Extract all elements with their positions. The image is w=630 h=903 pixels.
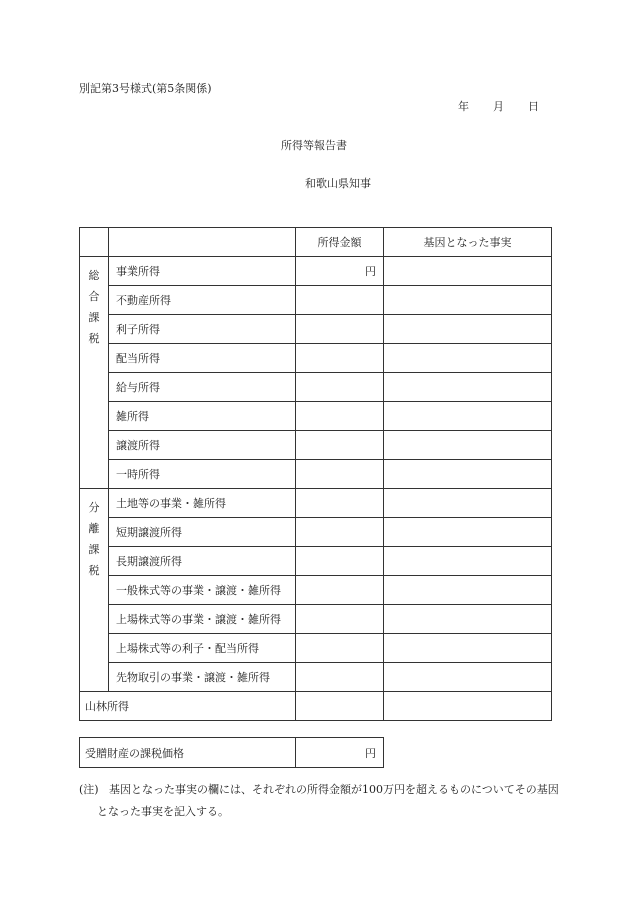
amount-field[interactable] (296, 634, 384, 663)
amount-field[interactable] (296, 431, 384, 460)
table-row (80, 344, 552, 373)
table-row (80, 489, 552, 518)
amount-field[interactable] (296, 518, 384, 547)
income-item-label: 譲渡所得 (109, 431, 296, 460)
table-row (80, 402, 552, 431)
table-row (80, 663, 552, 692)
facts-field[interactable] (384, 576, 552, 605)
table-row (80, 460, 552, 489)
note-text: 基因となった事実の欄には、それぞれの所得金額が100万円を超えるものについてその基因となった事実を記入する。 (97, 783, 559, 818)
header-blank-cell (80, 228, 109, 257)
amount-field[interactable] (296, 692, 384, 721)
table-row (80, 547, 552, 576)
gift-label: 受贈財産の課税価格 (80, 738, 296, 768)
amount-field[interactable] (296, 489, 384, 518)
addressee: 和歌山県知事 (305, 177, 371, 190)
amount-field[interactable] (296, 576, 384, 605)
forest-income-label: 山林所得 (80, 692, 296, 721)
income-item-label: 先物取引の事業・譲渡・雑所得 (109, 663, 296, 692)
table-row (80, 286, 552, 315)
facts-field[interactable] (384, 634, 552, 663)
group-comprehensive-taxation (80, 257, 109, 489)
amount-field[interactable] (296, 460, 384, 489)
income-item-label: 長期譲渡所得 (109, 547, 296, 576)
table-row (80, 518, 552, 547)
table-row (80, 634, 552, 663)
table-row (80, 576, 552, 605)
amount-field[interactable] (296, 286, 384, 315)
footnote (79, 779, 559, 823)
header-amount: 所得金額 (296, 228, 384, 257)
income-item-label: 配当所得 (109, 344, 296, 373)
facts-field[interactable] (384, 605, 552, 634)
income-item-label: 一般株式等の事業・譲渡・雑所得 (109, 576, 296, 605)
facts-field[interactable] (384, 286, 552, 315)
gift-table (79, 737, 384, 768)
amount-field[interactable] (296, 663, 384, 692)
table-row-forest (80, 692, 552, 721)
group-comprehensive-taxation-label: 総合課税 (88, 269, 100, 345)
date-month-label: 月 (493, 100, 504, 113)
facts-field[interactable] (384, 257, 552, 286)
amount-field[interactable] (296, 402, 384, 431)
facts-field[interactable] (384, 402, 552, 431)
income-item-label: 上場株式等の利子・配当所得 (109, 634, 296, 663)
facts-field[interactable] (384, 460, 552, 489)
income-item-label: 一時所得 (109, 460, 296, 489)
facts-field[interactable] (384, 489, 552, 518)
date-line (458, 98, 539, 114)
note-mark: (注) (79, 783, 99, 796)
facts-field[interactable] (384, 373, 552, 402)
header-facts: 基因となった事実 (384, 228, 552, 257)
table-row (80, 373, 552, 402)
amount-field[interactable] (296, 257, 384, 286)
facts-field[interactable] (384, 431, 552, 460)
table-row (80, 257, 552, 286)
form-number: 別記第3号様式(第5条関係) (79, 82, 212, 95)
income-item-label: 上場株式等の事業・譲渡・雑所得 (109, 605, 296, 634)
income-table (79, 227, 552, 721)
amount-field[interactable] (296, 373, 384, 402)
table-row (80, 605, 552, 634)
group-separate-taxation-label: 分離課税 (88, 501, 100, 577)
table-row (80, 431, 552, 460)
income-item-label: 利子所得 (109, 315, 296, 344)
income-item-label: 給与所得 (109, 373, 296, 402)
date-year-label: 年 (458, 100, 469, 113)
document-title: 所得等報告書 (281, 139, 347, 152)
income-item-label: 短期譲渡所得 (109, 518, 296, 547)
table-row (80, 315, 552, 344)
facts-field[interactable] (384, 315, 552, 344)
gift-row (80, 738, 384, 768)
date-day-label: 日 (528, 100, 539, 113)
table-header-row (80, 228, 552, 257)
facts-field[interactable] (384, 518, 552, 547)
amount-field[interactable] (296, 344, 384, 373)
group-separate-taxation (80, 489, 109, 692)
header-blank-cell (109, 228, 296, 257)
income-item-label: 不動産所得 (109, 286, 296, 315)
income-item-label: 土地等の事業・雑所得 (109, 489, 296, 518)
amount-field[interactable] (296, 605, 384, 634)
amount-field[interactable] (296, 547, 384, 576)
amount-field[interactable] (296, 315, 384, 344)
yen-unit: 円 (365, 265, 376, 278)
income-item-label: 事業所得 (109, 257, 296, 286)
facts-field[interactable] (384, 344, 552, 373)
facts-field[interactable] (384, 692, 552, 721)
yen-unit: 円 (365, 746, 376, 760)
facts-field[interactable] (384, 547, 552, 576)
gift-value-field[interactable] (296, 738, 384, 768)
income-item-label: 雑所得 (109, 402, 296, 431)
facts-field[interactable] (384, 663, 552, 692)
